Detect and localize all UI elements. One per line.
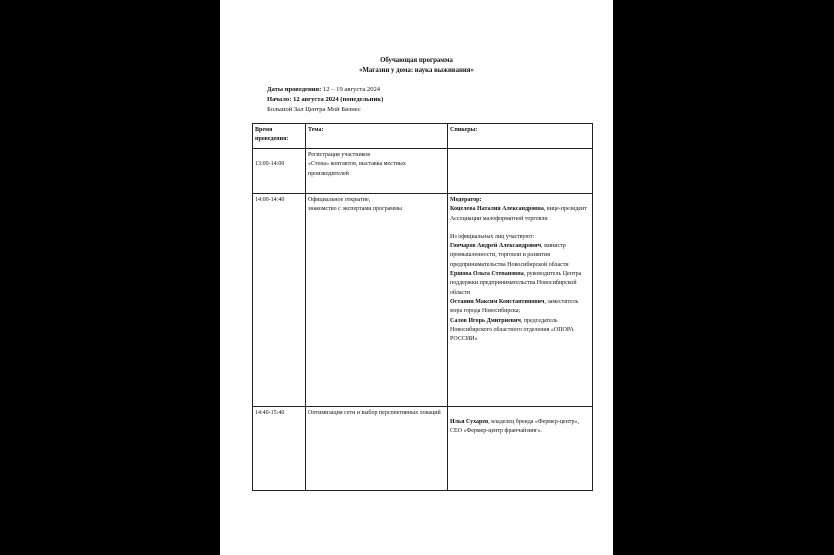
speaker-entry — [450, 205, 590, 224]
row-speakers — [448, 194, 593, 407]
table-row — [253, 149, 593, 194]
row-time — [253, 407, 306, 491]
header-speakers: Спикеры: — [448, 124, 593, 149]
header-time: Время проведения: — [253, 124, 306, 149]
speaker-name: Ершова Ольга Степановна — [450, 271, 524, 278]
speaker-entry — [450, 418, 590, 437]
moderator-label: Модератор: — [450, 197, 482, 203]
speaker-entry — [450, 242, 590, 270]
row-topic — [306, 194, 448, 407]
row-time — [253, 194, 306, 407]
event-meta — [267, 85, 383, 115]
speaker-role: , председатель Новосибирского областного отделения «ОПОРА РОССИИ» — [450, 317, 574, 343]
dates-value: 12 – 19 августа 2024 — [321, 86, 381, 93]
title-line-2: «Магазин у дома: наука выживания» — [359, 67, 474, 74]
title-line-1: Обучающая программа — [380, 57, 453, 64]
venue-line: Большой Зал Центра Мой Бизнес — [267, 106, 361, 113]
speaker-role: , владелец бренда «Фермер-центр», СЕО «Фермер-центр франчайзинг». — [450, 419, 579, 435]
document-page — [220, 0, 613, 555]
start-line: Начало: 12 августа 2024 (понедельник) — [267, 96, 384, 103]
speaker-role: , вице-президент Ассоциации малоформатной торговли — [450, 206, 587, 222]
speaker-role: , руководитель Центра поддержки предпринимательства Новосибирской области — [450, 271, 582, 296]
speaker-name: Коцелева Наталия Александровна — [450, 206, 544, 213]
speaker-name: Илья Сухарев — [450, 419, 489, 425]
time-text: 13:00-14:00 — [255, 161, 285, 167]
table-row — [253, 194, 593, 407]
program-table — [252, 123, 593, 491]
row-topic — [306, 407, 448, 491]
program-title — [220, 56, 613, 76]
speaker-name: Гончаров Андрей Александрович — [450, 243, 542, 250]
row-speakers — [448, 149, 593, 194]
time-text: 14:40-15:40 — [255, 410, 285, 416]
speaker-entry — [450, 298, 590, 317]
dates-label: Даты проведения: — [267, 86, 322, 93]
speaker-name: Останин Максим Константинович — [450, 298, 545, 305]
speaker-role: , заместитель мэра города Новосибирска; — [450, 298, 579, 315]
dates-line — [267, 85, 383, 95]
topic-line: Регистрация участников — [308, 152, 371, 158]
speaker-role: , министр промышленности, торговли и развития предпринимательства Новосибирской области — [450, 243, 569, 268]
speaker-entry — [450, 317, 590, 345]
table-header-row — [253, 124, 593, 149]
speaker-entry — [450, 270, 590, 298]
speaker-name: Салов Игорь Дмитриевич — [450, 317, 521, 324]
header-topic: Тема: — [306, 124, 448, 149]
time-text: 14:00-14:40 — [255, 197, 285, 203]
row-topic — [306, 149, 448, 194]
officials-intro: Из официальных лиц участвуют: — [450, 233, 535, 240]
topic-line: Оптимизация сети и выбор перспективных локаций — [308, 410, 441, 416]
topic-line: Официальное открытие, — [308, 197, 371, 203]
table-row — [253, 407, 593, 491]
row-speakers — [448, 407, 593, 491]
topic-line: знакомство с экспертами программы — [308, 206, 402, 213]
row-time — [253, 149, 306, 194]
topic-line: «Стена» контактов, выставка местных производителей — [308, 161, 406, 177]
